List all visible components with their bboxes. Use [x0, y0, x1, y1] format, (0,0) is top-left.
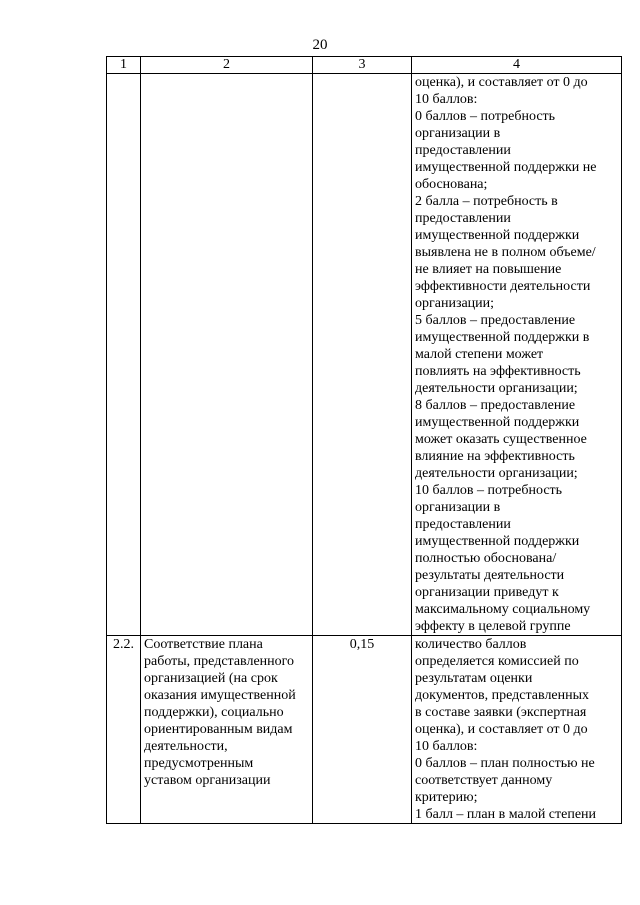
- continuation-description-lines: [415, 74, 618, 635]
- row-number: 2.2.: [107, 636, 141, 824]
- text-line: выявлена не в полном объеме/: [415, 245, 596, 260]
- text-line: имущественной поддержки: [415, 534, 580, 549]
- text-line: предоставлении: [415, 211, 511, 226]
- text-line: оказания имущественной: [144, 688, 296, 703]
- text-line: эффективности деятельности: [415, 279, 591, 294]
- text-line: оценка), и составляет от 0 до: [415, 75, 588, 90]
- column-header-2: 2: [141, 57, 313, 74]
- text-line: может оказать существенное: [415, 432, 587, 447]
- table-row-continuation: [107, 74, 622, 636]
- text-line: эффекту в целевой группе: [415, 619, 571, 634]
- text-line: оценка), и составляет от 0 до: [415, 722, 588, 737]
- text-line: Соответствие плана: [144, 637, 263, 652]
- column-header-3: 3: [313, 57, 412, 74]
- description-lines: [415, 636, 618, 823]
- text-line: предусмотренным: [144, 756, 254, 771]
- criterion-lines: [144, 636, 309, 789]
- text-line: организации;: [415, 296, 495, 311]
- column-header-4: 4: [412, 57, 622, 74]
- weight-cell: 0,15: [313, 636, 412, 824]
- text-line: влияние на эффективность: [415, 449, 575, 464]
- text-line: предоставлении: [415, 517, 511, 532]
- criterion-cell: [141, 636, 313, 824]
- text-line: имущественной поддержки: [415, 415, 580, 430]
- text-line: организации в: [415, 500, 501, 515]
- text-line: количество баллов: [415, 637, 527, 652]
- table-row-2-2: [107, 636, 622, 824]
- text-line: 10 баллов:: [415, 92, 478, 107]
- text-line: поддержки), социально: [144, 705, 284, 720]
- text-line: деятельности,: [144, 739, 228, 754]
- text-line: деятельности организации;: [415, 466, 578, 481]
- text-line: документов, представленных: [415, 688, 590, 703]
- text-line: 2 балла – потребность в: [415, 194, 558, 209]
- text-line: имущественной поддержки: [415, 228, 580, 243]
- table-header-row: [107, 57, 622, 74]
- text-line: малой степени может: [415, 347, 544, 362]
- text-line: в составе заявки (экспертная: [415, 705, 587, 720]
- text-line: работы, представленного: [144, 654, 295, 669]
- text-line: предоставлении: [415, 143, 511, 158]
- criteria-table: [106, 56, 622, 824]
- description-cell: [412, 636, 622, 824]
- text-line: 10 баллов:: [415, 739, 478, 754]
- text-line: 5 баллов – предоставление: [415, 313, 576, 328]
- text-line: полностью обоснована/: [415, 551, 557, 566]
- continuation-cell-number: [107, 74, 141, 636]
- text-line: 1 балл – план в малой степени: [415, 807, 597, 822]
- text-line: организацией (на срок: [144, 671, 278, 686]
- continuation-cell-criterion: [141, 74, 313, 636]
- text-line: соответствует данному: [415, 773, 553, 788]
- text-line: ориентированным видам: [144, 722, 293, 737]
- text-line: 0 баллов – план полностью не: [415, 756, 595, 771]
- text-line: критерию;: [415, 790, 478, 805]
- text-line: 10 баллов – потребность: [415, 483, 563, 498]
- text-line: обоснована;: [415, 177, 488, 192]
- text-line: имущественной поддержки в: [415, 330, 590, 345]
- continuation-cell-weight: [313, 74, 412, 636]
- text-line: организации в: [415, 126, 501, 141]
- text-line: уставом организации: [144, 773, 271, 788]
- continuation-cell-description: [412, 74, 622, 636]
- text-line: 8 баллов – предоставление: [415, 398, 576, 413]
- text-line: результаты деятельности: [415, 568, 565, 583]
- text-line: повлиять на эффективность: [415, 364, 581, 379]
- page-number: 20: [312, 37, 328, 53]
- column-header-1: 1: [107, 57, 141, 74]
- text-line: результатам оценки: [415, 671, 533, 686]
- text-line: деятельности организации;: [415, 381, 578, 396]
- text-line: определяется комиссией по: [415, 654, 579, 669]
- text-line: не влияет на повышение: [415, 262, 562, 277]
- text-line: организации приведут к: [415, 585, 559, 600]
- text-line: имущественной поддержки не: [415, 160, 597, 175]
- text-line: максимальному социальному: [415, 602, 591, 617]
- text-line: 0 баллов – потребность: [415, 109, 556, 124]
